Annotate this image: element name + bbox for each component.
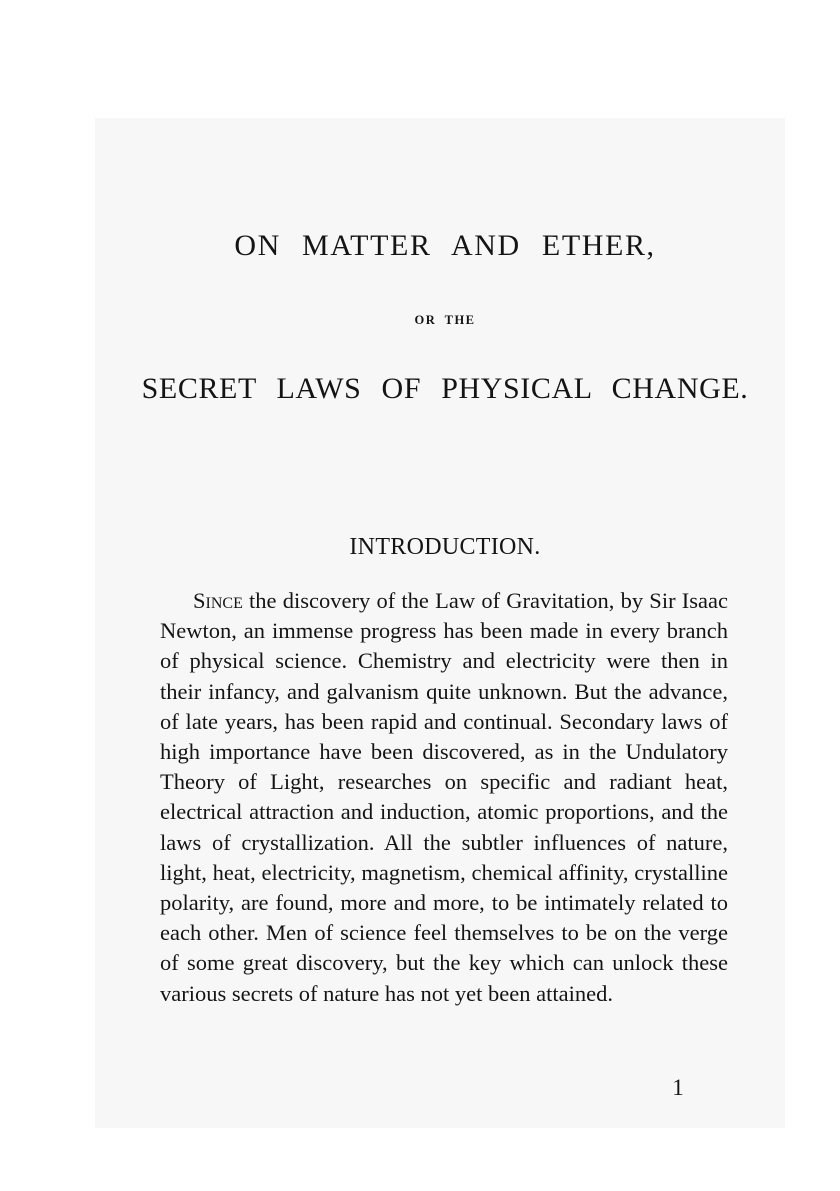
introduction-paragraph bbox=[160, 586, 728, 1009]
paragraph-lead-word: Since bbox=[193, 588, 243, 613]
book-subtitle: SECRET LAWS OF PHYSICAL CHANGE. bbox=[141, 372, 749, 405]
book-title: ON MATTER AND ETHER, bbox=[234, 229, 656, 262]
page-number: 1 bbox=[672, 1075, 684, 1100]
chapter-heading: INTRODUCTION. bbox=[349, 534, 541, 560]
title-connector: OR THE bbox=[414, 313, 476, 327]
paragraph-text: the discovery of the Law of Gravitation, by Sir Isaac Newton, an immense progress has been made in every branch of physical science. Chemistry and electricity were then in their infancy, and galvanism quite unknown. But the advance, of late years, has been rapid and continual. Secondary laws of high importance have been discovered, as in the Undulatory Theory of Light, researches on specific and radiant heat, electrical attraction and induction, atomic proportions, and the laws of crystallization. All the subtler influences of nature, light, heat, electricity, magnetism, chemical affinity, crystalline polarity, are found, more and more, to be intimately related to each other. Men of science feel themselves to be on the verge of some great discovery, but the key which can unlock these various secrets of nature has not yet been attained. bbox=[160, 588, 728, 1006]
